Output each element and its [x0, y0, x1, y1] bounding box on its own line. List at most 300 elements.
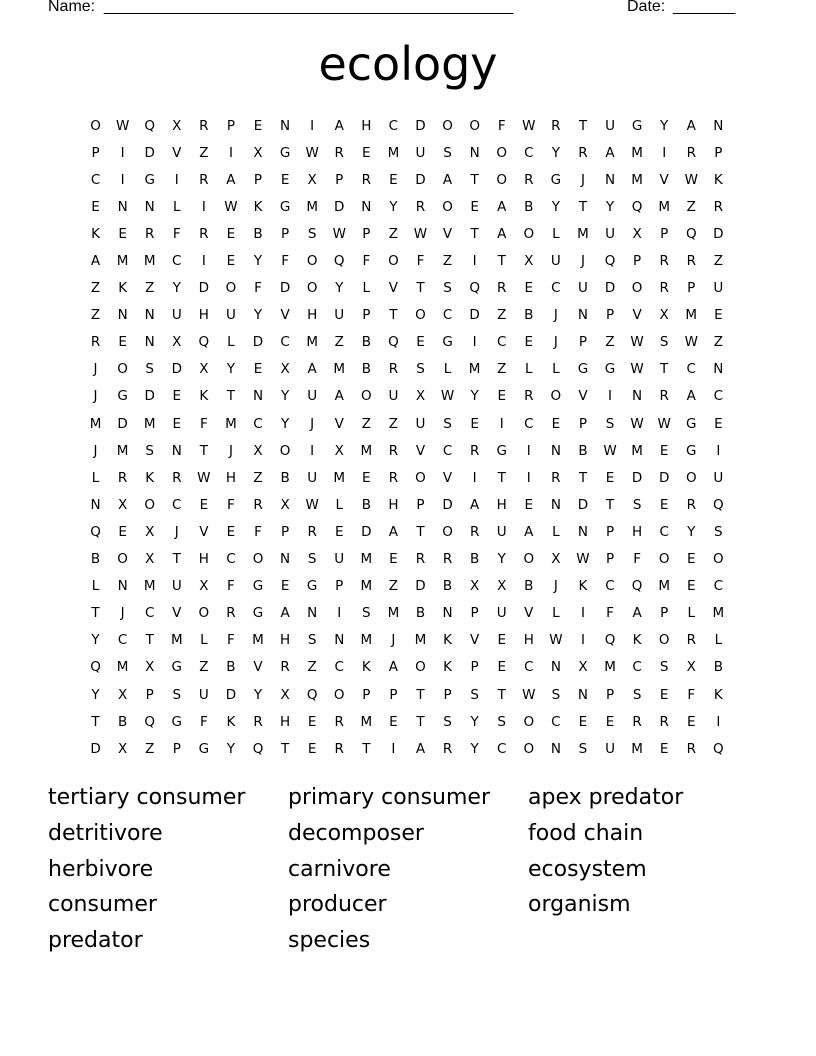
grid-letter: E [226, 523, 236, 540]
grid-letter: E [389, 171, 398, 188]
grid-letter: V [199, 523, 209, 540]
grid-letter: N [577, 523, 588, 540]
grid-letter: X [253, 144, 263, 161]
grid-letter: Q [469, 280, 480, 297]
grid-letter: G [306, 578, 318, 595]
grid-letter: D [604, 280, 616, 297]
grid-letter: J [553, 578, 558, 595]
grid-letter: Q [388, 334, 399, 351]
name-blank-line[interactable]: ______________________________________________ [104, 0, 514, 15]
grid-letter: G [117, 388, 128, 405]
grid-letter: B [253, 225, 263, 242]
grid-letter: I [120, 171, 125, 188]
grid-letter: D [171, 361, 182, 378]
grid-letter: V [470, 632, 480, 649]
grid-letter: E [551, 415, 561, 432]
grid-letter: K [632, 632, 642, 649]
grid-letter: T [578, 469, 588, 486]
grid-letter: O [388, 253, 399, 270]
grid-letter: Q [713, 740, 724, 757]
grid-letter: N [280, 117, 291, 134]
grid-letter: F [606, 605, 614, 622]
grid-letter: N [550, 659, 561, 676]
grid-letter: A [442, 171, 453, 188]
grid-letter: O [333, 686, 345, 703]
grid-letter: Y [605, 198, 615, 215]
grid-letter: I [716, 713, 721, 730]
grid-letter: Y [551, 198, 560, 215]
grid-letter: O [279, 442, 291, 459]
grid-letter: N [144, 307, 155, 324]
grid-letter: E [686, 713, 696, 730]
grid-letter: W [440, 388, 455, 405]
grid-letter: R [334, 144, 344, 161]
word-list-item: organism [528, 892, 631, 918]
grid-row [82, 275, 732, 302]
grid-letter: U [307, 388, 318, 405]
grid-letter: P [714, 144, 723, 161]
grid-letter: J [580, 171, 585, 188]
grid-letter: M [116, 659, 129, 676]
grid-letter: B [578, 442, 588, 459]
grid-letter: J [228, 442, 233, 459]
word-list [48, 780, 768, 958]
grid-letter: Z [388, 578, 399, 595]
grid-letter: R [253, 496, 263, 513]
grid-letter: N [117, 307, 128, 324]
grid-letter: E [226, 225, 236, 242]
grid-letter: A [686, 117, 696, 134]
grid-letter: M [387, 144, 400, 161]
grid-letter: N [550, 740, 561, 757]
grid-letter: D [415, 578, 426, 595]
grid-letter: M [360, 632, 373, 649]
grid-letter: Y [470, 740, 479, 757]
grid-letter: Q [713, 496, 724, 513]
grid-row [82, 247, 732, 274]
grid-letter: M [414, 632, 427, 649]
grid-letter: C [713, 578, 724, 595]
grid-letter: P [91, 144, 100, 161]
grid-letter: C [442, 307, 453, 324]
grid-letter: T [416, 713, 425, 730]
grid-letter: E [118, 225, 127, 242]
grid-letter: K [118, 280, 128, 297]
grid-letter: Q [144, 117, 156, 134]
grid-letter: Z [713, 334, 723, 351]
grid-letter: E [226, 253, 236, 270]
grid-row [82, 518, 732, 545]
grid-letter: A [388, 523, 399, 540]
grid-letter: L [687, 605, 696, 622]
grid-letter: E [470, 415, 479, 432]
grid-row [82, 410, 732, 437]
grid-letter: I [526, 442, 531, 459]
grid-letter: I [526, 469, 531, 486]
grid-letter: M [306, 334, 318, 351]
grid-letter: I [310, 442, 315, 459]
grid-letter: E [686, 551, 696, 568]
grid-letter: R [442, 740, 453, 757]
grid-letter: U [415, 415, 426, 432]
grid-letter: S [172, 686, 182, 703]
grid-letter: G [171, 713, 182, 730]
grid-letter: N [713, 361, 724, 378]
grid-letter: T [199, 442, 208, 459]
grid-letter: E [497, 632, 506, 649]
grid-row [82, 139, 732, 166]
grid-letter: K [443, 632, 452, 649]
grid-letter: Y [660, 117, 669, 134]
grid-letter: V [253, 659, 263, 676]
grid-letter: H [496, 496, 507, 513]
grid-letter: D [713, 225, 724, 242]
grid-letter: J [174, 523, 179, 540]
grid-letter: T [605, 496, 615, 513]
grid-letter: S [362, 605, 371, 622]
grid-letter: I [580, 605, 585, 622]
grid-letter: W [115, 117, 130, 134]
grid-letter: E [118, 334, 127, 351]
grid-letter: C [253, 415, 263, 432]
grid-letter: P [389, 686, 398, 703]
grid-letter: T [660, 361, 669, 378]
grid-letter: O [523, 225, 535, 242]
grid-letter: P [605, 307, 615, 324]
grid-letter: Y [280, 415, 290, 432]
grid-letter: P [253, 171, 263, 188]
grid-letter: J [93, 388, 98, 405]
grid-letter: B [117, 713, 128, 730]
grid-row [82, 166, 732, 193]
grid-letter: O [415, 659, 426, 676]
grid-letter: L [552, 361, 560, 378]
grid-letter: I [337, 605, 342, 622]
grid-letter: G [279, 144, 291, 161]
grid-letter: L [200, 632, 208, 649]
grid-letter: N [144, 334, 155, 351]
grid-letter: J [310, 415, 315, 432]
grid-letter: F [227, 632, 235, 649]
grid-letter: D [225, 686, 237, 703]
grid-letter: C [117, 632, 128, 649]
grid-letter: A [226, 171, 236, 188]
grid-letter: L [173, 198, 181, 215]
grid-letter: D [117, 415, 128, 432]
grid-letter: U [307, 469, 318, 486]
word-list-item: herbivore [48, 856, 154, 882]
grid-letter: Y [470, 388, 479, 405]
grid-letter: R [388, 361, 399, 378]
grid-letter: I [201, 198, 206, 215]
grid-letter: S [443, 144, 452, 161]
grid-letter: I [201, 253, 206, 270]
grid-letter: F [687, 686, 696, 703]
grid-letter: A [524, 523, 534, 540]
grid-letter: O [415, 307, 426, 324]
grid-letter: R [307, 523, 317, 540]
grid-letter: O [523, 551, 535, 568]
grid-letter: D [631, 469, 643, 486]
grid-letter: A [334, 117, 344, 134]
grid-letter: P [605, 523, 615, 540]
grid-letter: C [551, 713, 561, 730]
grid-letter: I [174, 171, 179, 188]
grid-letter: L [552, 523, 560, 540]
grid-letter: G [442, 334, 453, 351]
grid-letter: P [281, 523, 290, 540]
grid-letter: N [577, 307, 588, 324]
grid-letter: U [496, 605, 507, 622]
grid-letter: R [469, 523, 480, 540]
word-list-item: tertiary consumer [48, 785, 246, 811]
word-list-item: species [288, 928, 371, 954]
grid-letter: Q [685, 225, 697, 242]
grid-letter: U [605, 740, 615, 757]
grid-letter: L [525, 361, 533, 378]
grid-letter: Q [333, 253, 345, 270]
grid-letter: V [632, 307, 642, 324]
grid-letter: Z [388, 415, 399, 432]
grid-letter: H [280, 632, 291, 649]
grid-letter: V [524, 605, 534, 622]
grid-letter: X [117, 496, 128, 513]
grid-letter: U [713, 469, 724, 486]
grid-letter: K [226, 713, 236, 730]
grid-letter: M [252, 632, 264, 649]
grid-letter: P [335, 171, 344, 188]
grid-letter: L [362, 280, 371, 297]
grid-letter: X [280, 496, 290, 513]
grid-letter: E [91, 198, 100, 215]
grid-letter: V [659, 171, 669, 188]
grid-letter: W [413, 225, 428, 242]
grid-letter: U [605, 225, 615, 242]
grid-letter: R [334, 740, 344, 757]
grid-letter: M [360, 713, 373, 730]
grid-letter: P [172, 740, 181, 757]
grid-letter: E [714, 307, 723, 324]
grid-letter: O [658, 632, 670, 649]
grid-letter: L [552, 605, 560, 622]
grid-row [82, 302, 732, 329]
grid-letter: J [93, 442, 98, 459]
grid-row [82, 383, 732, 410]
grid-letter: X [686, 659, 696, 676]
grid-row [82, 627, 732, 654]
grid-row [82, 600, 732, 627]
grid-letter: R [551, 117, 561, 134]
word-list-item: predator [48, 928, 143, 954]
grid-letter: Y [91, 686, 100, 703]
grid-letter: C [442, 442, 453, 459]
grid-letter: Z [253, 469, 263, 486]
grid-letter: E [659, 496, 669, 513]
grid-letter: W [657, 415, 671, 432]
grid-letter: A [497, 225, 507, 242]
grid-letter: V [388, 280, 399, 297]
grid-letter: Q [198, 334, 210, 351]
grid-letter: J [553, 334, 558, 351]
grid-letter: L [552, 225, 560, 242]
grid-letter: A [90, 253, 101, 270]
grid-letter: T [497, 469, 506, 486]
grid-letter: R [686, 740, 696, 757]
word-list-row [48, 851, 768, 887]
grid-letter: F [633, 551, 641, 568]
grid-letter: D [442, 496, 453, 513]
grid-letter: E [605, 469, 615, 486]
grid-letter: C [524, 144, 534, 161]
grid-letter: W [305, 144, 319, 161]
grid-letter: S [578, 740, 588, 757]
grid-letter: B [90, 551, 101, 568]
grid-letter: M [712, 605, 725, 622]
grid-letter: N [171, 442, 182, 459]
grid-row [82, 491, 732, 518]
grid-letter: D [144, 144, 155, 161]
grid-letter: P [660, 225, 669, 242]
grid-letter: X [551, 551, 561, 568]
grid-letter: M [306, 198, 318, 215]
grid-letter: C [226, 551, 236, 568]
grid-letter: N [550, 496, 561, 513]
grid-letter: E [416, 334, 425, 351]
grid-letter: F [254, 523, 262, 540]
grid-letter: A [280, 605, 290, 622]
grid-letter: X [253, 442, 263, 459]
grid-letter: L [714, 632, 723, 649]
grid-letter: B [361, 496, 371, 513]
grid-letter: Z [713, 253, 723, 270]
grid-letter: B [524, 307, 534, 324]
grid-letter: R [713, 198, 724, 215]
grid-letter: R [659, 713, 669, 730]
grid-letter: P [578, 415, 588, 432]
grid-letter: F [497, 117, 506, 134]
grid-letter: G [577, 361, 589, 378]
grid-letter: W [603, 442, 617, 459]
grid-letter: R [415, 198, 426, 215]
grid-letter: R [659, 388, 669, 405]
grid-letter: Z [361, 415, 371, 432]
grid-letter: T [416, 523, 425, 540]
grid-letter: G [252, 605, 264, 622]
grid-letter: G [144, 171, 155, 188]
grid-letter: Q [144, 713, 156, 730]
grid-letter: C [496, 334, 507, 351]
grid-letter: X [199, 578, 209, 595]
grid-letter: A [415, 740, 426, 757]
grid-letter: Q [631, 578, 643, 595]
grid-letter: S [307, 225, 317, 242]
grid-letter: Q [631, 198, 643, 215]
grid-letter: H [361, 117, 372, 134]
grid-row [82, 464, 732, 491]
grid-letter: N [632, 388, 643, 405]
grid-letter: N [442, 605, 453, 622]
grid-letter: G [171, 659, 182, 676]
grid-letter: H [280, 713, 291, 730]
grid-letter: I [228, 144, 233, 161]
grid-letter: T [578, 117, 588, 134]
grid-letter: O [117, 551, 128, 568]
grid-letter: P [633, 253, 642, 270]
date-blank-line[interactable]: _______ [673, 0, 736, 15]
grid-letter: Y [497, 551, 506, 568]
grid-letter: N [577, 686, 588, 703]
grid-letter: K [253, 198, 263, 215]
grid-letter: L [91, 469, 100, 486]
grid-letter: G [686, 415, 697, 432]
grid-letter: D [279, 280, 291, 297]
grid-letter: O [306, 280, 318, 297]
grid-letter: A [686, 388, 696, 405]
grid-letter: I [472, 469, 477, 486]
grid-row [82, 708, 732, 735]
grid-letter: C [334, 659, 344, 676]
grid-letter: Y [91, 632, 100, 649]
grid-letter: R [524, 171, 534, 188]
grid-letter: S [443, 280, 452, 297]
grid-letter: C [496, 740, 507, 757]
grid-letter: E [578, 713, 588, 730]
grid-letter: D [577, 496, 589, 513]
grid-letter: H [198, 307, 209, 324]
word-list-item: consumer [48, 892, 157, 918]
grid-letter: B [415, 605, 426, 622]
grid-letter: E [172, 388, 182, 405]
grid-letter: E [659, 740, 669, 757]
grid-letter: W [197, 469, 211, 486]
grid-letter: F [199, 713, 208, 730]
grid-letter: X [524, 253, 534, 270]
grid-letter: K [713, 171, 723, 188]
grid-letter: B [442, 578, 453, 595]
grid-letter: W [684, 334, 698, 351]
grid-letter: M [387, 605, 400, 622]
grid-letter: Z [307, 659, 317, 676]
grid-letter: R [686, 496, 696, 513]
grid-letter: M [116, 253, 129, 270]
grid-letter: A [334, 388, 344, 405]
grid-letter: G [550, 171, 562, 188]
word-list-item: primary consumer [288, 785, 491, 811]
grid-letter: J [120, 605, 125, 622]
word-list-item: decomposer [288, 821, 424, 847]
grid-letter: O [523, 740, 535, 757]
grid-letter: R [686, 632, 696, 649]
grid-letter: O [496, 171, 508, 188]
grid-letter: V [172, 144, 182, 161]
grid-letter: S [632, 686, 642, 703]
grid-letter: R [659, 280, 669, 297]
grid-letter: E [280, 171, 290, 188]
grid-letter: B [524, 578, 534, 595]
grid-letter: Y [389, 198, 398, 215]
word-list-item: producer [288, 892, 387, 918]
grid-letter: O [496, 144, 508, 161]
grid-row [82, 193, 732, 220]
grid-letter: U [334, 307, 345, 324]
grid-letter: A [470, 496, 480, 513]
grid-letter: I [662, 144, 667, 161]
grid-letter: S [605, 415, 615, 432]
grid-letter: P [226, 117, 235, 134]
grid-letter: P [605, 551, 615, 568]
grid-letter: P [443, 686, 452, 703]
grid-letter: F [172, 225, 181, 242]
